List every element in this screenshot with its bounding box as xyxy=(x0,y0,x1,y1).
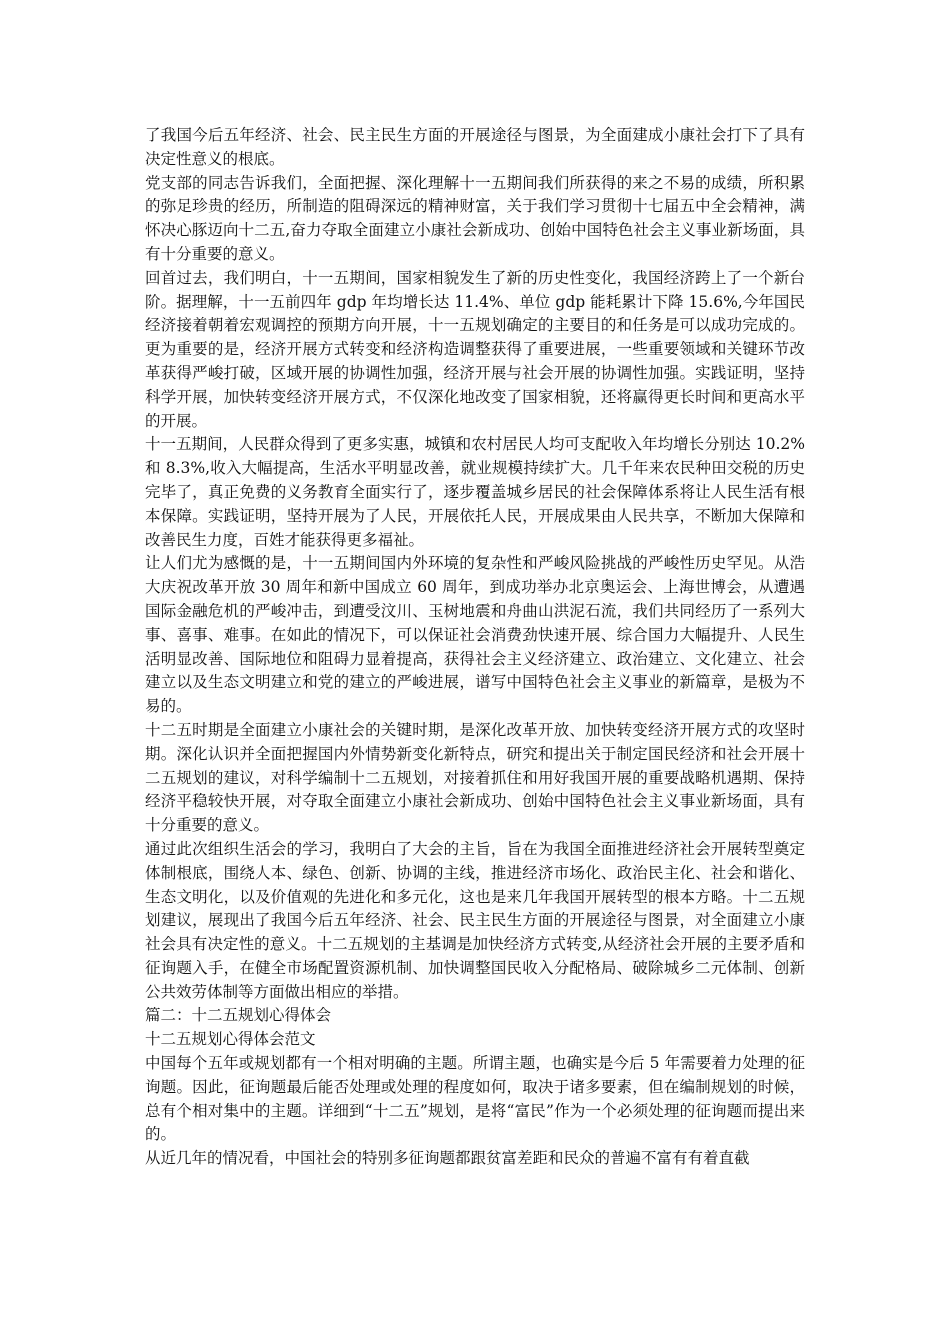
document-body xyxy=(145,124,805,1171)
paragraph-twelfth-plan-period: 十二五时期是全面建立小康社会的关键时期，是深化改革开放、加快转变经济开展方式的攻坚时期。深化认识并全面把握国内外情势新变化新特点，研究和提出关于制定国民经济和社会开展十二五规划的建议，对科学编制十二五规划，对接着抓住和用好我国开展的重要战略机遇期、保持经济平稳较快开展，对夺取全面建立小康社会新成功、创始中国特色社会主义事业新场面，具有十分重要的意义。 xyxy=(145,720,805,835)
paragraph-study-summary: 通过此次组织生活会的学习，我明白了大会的主旨，旨在为我国全面推进经济社会开展转型奠定体制根底，围绕人本、绿色、创新、协调的主线，推进经济市场化、政治民主化、社会和谐化、生态文明化，以及价值观的先进化和多元化，这也是来几年我国开展转型的根本方略。十二五规划建议，展现出了我国今后五年经济、社会、民主民生方面的开展途径与图景，对全面建立小康社会具有决定性的意义。十二五规划的主基调是加快经济方式转变,从经济社会开展的主要矛盾和征询题入手，在健全市场配置资源机制、加快调整国民收入分配格局、破除城乡二元体制、创新公共效劳体制等方面做出相应的举措。 xyxy=(145,839,805,1001)
section-subtitle: 十二五规划心得体会范文 xyxy=(145,1030,316,1049)
paragraph-party-branch: 党支部的同志告诉我们，全面把握、深化理解十一五期间我们所获得的来之不易的成绩，所积累的弥足珍贵的经历，所制造的阻碍深远的精神财富，关于我们学习贯彻十七届五中全会精神，满怀决心豚迈向十二五,奋力夺取全面建立小康社会新成功、创始中国特色社会主义事业新场面，具有十分重要的意义。 xyxy=(145,173,805,263)
paragraph-intro-continuation: 了我国今后五年经济、社会、民主民生方面的开展途径与图景，为全面建成小康社会打下了具有决定性意义的根底。 xyxy=(145,126,805,168)
paragraph-challenges: 让人们尤为感慨的是，十一五期间国内外环境的复杂性和严峻风险挑战的严峻性历史罕见。从浩大庆祝改革开放 30 周年和新中国成立 60 周年，到成功举办北京奥运会、上海世博会，从遭遇国际金融危机的严峻冲击，到遭受汶川、玉树地震和舟曲山洪泥石流，我们共同经历了一系列大事、喜事、难事。在如此的情况下，可以保证社会消费劲快速开展、综合国力大幅提升、人民生活明显改善、国际地位和阻碍力显着提高，获得社会主义经济建立、政治建立、文化建立、社会建立以及生态文明建立和党的建立的严峻进展，谱写中国特色社会主义事业的新篇章，是极为不 易的。 xyxy=(145,554,805,716)
paragraph-recent-years: 从近几年的情况看，中国社会的特别多征询题都跟贫富差距和民众的普遍不富有有着直截 xyxy=(145,1149,750,1168)
section-heading: 篇二：十二五规划心得体会 xyxy=(145,1006,332,1025)
paragraph-theme: 中国每个五年或规划都有一个相对明确的主题。所谓主题，也确实是今后 5 年需要着力处理的征询题。因此，征询题最后能否处理或处理的程度如何，取决于诸多要素，但在编制规划的时候，总有个相对集中的主题。详细到“十二五”规划，是将“富民”作为一个必须处理的征询题而提出来的。 xyxy=(145,1054,805,1144)
paragraph-people-benefits: 十一五期间，人民群众得到了更多实惠，城镇和农村居民人均可支配收入年均增长分别达 10.2%和 8.3%,收入大幅提高，生活水平明显改善，就业规模持续扩大。几千年来农民种田交税的历史完毕了，真正免费的义务教育全面实行了，逐步覆盖城乡居民的社会保障体系将让人民生活有根本保障。实践证明，坚持开展为了人民，开展依托人民，开展成果由人民共享，不断加大保障和改善民生力度，百姓才能获得更多福祉。 xyxy=(145,435,805,549)
paragraph-looking-back: 回首过去，我们明白，十一五期间，国家相貌发生了新的历史性变化，我国经济跨上了一个新台阶。据理解，十一五前四年 gdp 年均增长达 11.4%、单位 gdp 能耗累计下降 15.6%,今年国民经济接着朝着宏观调控的预期方向开展，十一五规划确定的主要目的和任务是可以成功完成的。更为重要的是，经济开展方式转变和经济构造调整获得了重要进展，一些重要领域和关键环节改革获得严峻打破，区域开展的协调性加强，经济开展与社会开展的协调性加强。实践证明，坚持科学开展，加快转变经济开展方式，不仅深化地改变了国家相貌，还将赢得更长时间和更高水平的开展。 xyxy=(145,268,805,430)
